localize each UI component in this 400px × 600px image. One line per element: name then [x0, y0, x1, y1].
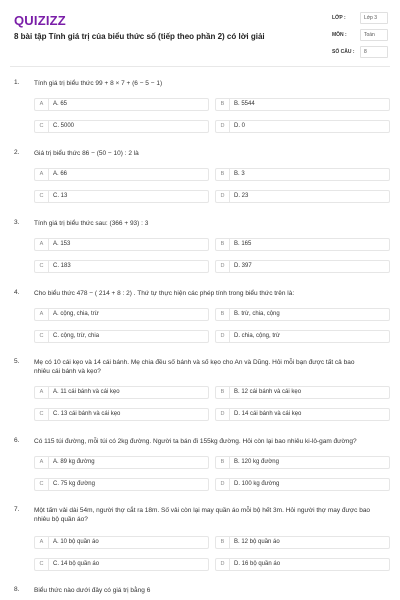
question-line: nhiêu cái bánh và kẹo? — [34, 368, 101, 375]
option-text: D. 16 bộ quần áo — [234, 561, 281, 567]
meta-value: 8 — [364, 49, 367, 55]
question-line: Mẹ có 10 cái kẹo và 14 cái bánh. Mẹ chia đều số bánh và số kẹo cho An và Dũng. Hỏi mỗi bạn được tất cả bao — [34, 359, 355, 366]
question-line: Cho biểu thức 478 − ( 214 + 8 : 2) . Thứ tự thực hiện các phép tính trong biểu thức trên là: — [34, 290, 295, 297]
option-b[interactable] — [215, 386, 390, 399]
meta-label: LỚP : — [332, 15, 346, 21]
option-letter: C — [35, 331, 49, 342]
question-number: 7. — [14, 506, 20, 513]
question-line: Có 115 túi đường, mỗi túi có 2kg đường. Người ta bán đi 155kg đường. Hỏi còn lại bao nhiêu ki-lô-gam đường? — [34, 438, 357, 445]
meta-label: SỐ CÂU : — [332, 49, 355, 55]
header-divider — [10, 66, 390, 67]
option-text: A. 153 — [53, 241, 71, 247]
option-letter: D — [216, 191, 230, 202]
option-a[interactable] — [34, 308, 209, 321]
question-number: 8. — [14, 586, 20, 593]
option-letter: B — [216, 537, 230, 548]
option-text: B. 3 — [234, 171, 245, 177]
question-number: 5. — [14, 358, 20, 365]
question-line: Tính giá trị biểu thức 99 + 8 × 7 + (6 − 5 − 1) — [34, 80, 163, 87]
meta-question-count — [330, 46, 390, 60]
option-text: D. 397 — [234, 263, 252, 269]
question-text — [34, 586, 390, 595]
option-letter: C — [35, 191, 49, 202]
option-letter: C — [35, 261, 49, 272]
option-text: B. 5544 — [234, 101, 255, 107]
question-number: 4. — [14, 289, 20, 296]
question-line: nhiêu bộ quần áo? — [34, 516, 88, 523]
option-text: D. 23 — [234, 193, 249, 199]
option-text: B. trừ, chia, cộng — [234, 311, 280, 317]
option-letter: A — [35, 239, 49, 250]
option-text: C. 13 — [53, 193, 68, 199]
option-letter: C — [35, 121, 49, 132]
option-letter: B — [216, 387, 230, 398]
question-text — [34, 437, 390, 446]
option-d[interactable] — [215, 330, 390, 343]
option-text: D. 0 — [234, 123, 246, 129]
option-text: C. 5000 — [53, 123, 75, 129]
question-number: 6. — [14, 437, 20, 444]
option-letter: A — [35, 387, 49, 398]
option-letter: D — [216, 261, 230, 272]
question-line: Tính giá trị biểu thức sau: (366 + 93) : 3 — [34, 220, 149, 227]
quizizz-logo: QUIZIZZ — [14, 13, 66, 28]
option-c[interactable] — [34, 120, 209, 133]
option-letter: B — [216, 239, 230, 250]
option-a[interactable] — [34, 238, 209, 251]
option-c[interactable] — [34, 558, 209, 571]
question-text — [34, 219, 390, 228]
option-d[interactable] — [215, 408, 390, 421]
meta-value: Lớp 3 — [364, 15, 378, 21]
option-text: A. 89 kg đường — [53, 459, 95, 465]
option-letter: A — [35, 309, 49, 320]
worksheet-header — [0, 0, 400, 70]
option-c[interactable] — [34, 478, 209, 491]
question-number: 2. — [14, 149, 20, 156]
option-d[interactable] — [215, 120, 390, 133]
question-line: Biểu thức nào dưới đây có giá trị bằng 6 — [34, 587, 151, 594]
question-line: Một tấm vải dài 54m, người thợ cắt ra 18m. Số vải còn lại may quần áo mỗi bộ hết 3m. Hỏi người thợ may được bao — [34, 507, 371, 514]
option-a[interactable] — [34, 456, 209, 469]
question-text — [34, 358, 390, 376]
option-text: A. 65 — [53, 101, 68, 107]
option-text: A. 11 cái bánh và cái kẹo — [53, 389, 120, 395]
option-letter: B — [216, 169, 230, 180]
option-letter: C — [35, 409, 49, 420]
question-number: 1. — [14, 79, 20, 86]
option-d[interactable] — [215, 190, 390, 203]
option-letter: C — [35, 559, 49, 570]
question-text — [34, 506, 390, 524]
option-letter: B — [216, 99, 230, 110]
question-text — [34, 79, 390, 88]
option-d[interactable] — [215, 558, 390, 571]
worksheet-meta — [330, 12, 390, 63]
option-text: D. 100 kg đường — [234, 481, 280, 487]
option-text: C. 183 — [53, 263, 71, 269]
option-letter: B — [216, 457, 230, 468]
option-text: A. 10 bộ quần áo — [53, 539, 99, 545]
option-letter: D — [216, 409, 230, 420]
option-c[interactable] — [34, 408, 209, 421]
question-number: 3. — [14, 219, 20, 226]
option-text: A. 66 — [53, 171, 68, 177]
option-text: C. cộng, trừ, chia — [53, 333, 100, 339]
option-letter: C — [35, 479, 49, 490]
option-c[interactable] — [34, 260, 209, 273]
question-text — [34, 149, 390, 158]
worksheet-title: 8 bài tập Tính giá trị của biểu thức số (tiếp theo phần 2) có lời giải — [14, 32, 265, 41]
option-text: A. cộng, chia, trừ — [53, 311, 99, 317]
option-a[interactable] — [34, 386, 209, 399]
option-text: D. chia, cộng, trừ — [234, 333, 281, 339]
option-b[interactable] — [215, 456, 390, 469]
option-b[interactable] — [215, 238, 390, 251]
meta-label: MÔN : — [332, 32, 347, 38]
option-letter: A — [35, 537, 49, 548]
option-text: B. 165 — [234, 241, 252, 247]
option-letter: D — [216, 479, 230, 490]
option-a[interactable] — [34, 536, 209, 549]
option-b[interactable] — [215, 98, 390, 111]
meta-subject — [330, 29, 390, 43]
meta-grade — [330, 12, 390, 26]
option-letter: A — [35, 99, 49, 110]
option-b[interactable] — [215, 536, 390, 549]
option-letter: A — [35, 169, 49, 180]
option-d[interactable] — [215, 260, 390, 273]
option-letter: A — [35, 457, 49, 468]
option-text: B. 120 kg đường — [234, 459, 279, 465]
option-letter: D — [216, 559, 230, 570]
option-c[interactable] — [34, 190, 209, 203]
option-letter: D — [216, 331, 230, 342]
option-letter: D — [216, 121, 230, 132]
question-line: Giá trị biểu thức 86 − (50 − 10) : 2 là — [34, 150, 139, 157]
option-a[interactable] — [34, 98, 209, 111]
option-text: B. 12 bộ quần áo — [234, 539, 280, 545]
option-text: D. 14 cái bánh và cái kẹo — [234, 411, 302, 417]
option-b[interactable] — [215, 308, 390, 321]
meta-value: Toán — [364, 32, 375, 38]
option-a[interactable] — [34, 168, 209, 181]
option-text: C. 75 kg đường — [53, 481, 95, 487]
option-text: C. 13 cái bánh và cái kẹo — [53, 411, 121, 417]
option-d[interactable] — [215, 478, 390, 491]
option-text: B. 12 cái bánh và cái kẹo — [234, 389, 302, 395]
option-letter: B — [216, 309, 230, 320]
question-text — [34, 289, 390, 298]
option-b[interactable] — [215, 168, 390, 181]
option-c[interactable] — [34, 330, 209, 343]
option-text: C. 14 bộ quần áo — [53, 561, 100, 567]
